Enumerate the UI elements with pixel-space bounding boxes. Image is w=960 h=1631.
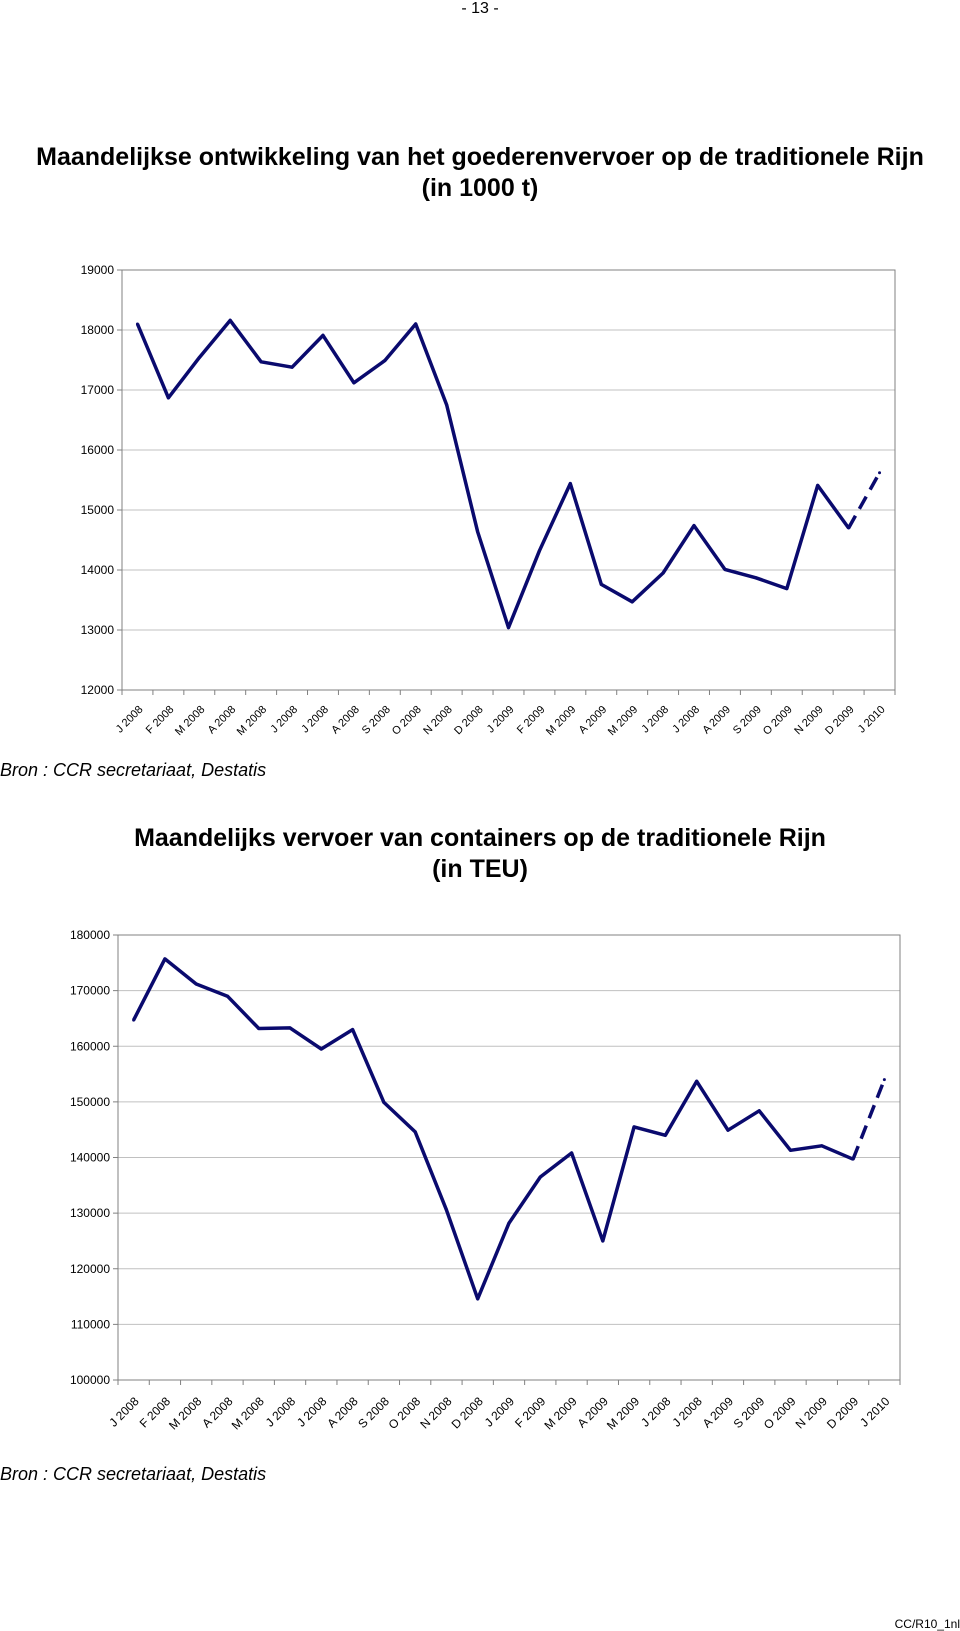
x-tick-label: J 2008	[262, 1394, 299, 1430]
x-tick-label: O 2009	[760, 703, 795, 738]
x-tick-label: N 2008	[417, 1394, 455, 1432]
x-tick-label: A 2008	[205, 703, 239, 737]
chart-1-freight-tonnage	[0, 240, 960, 760]
data-point	[132, 1019, 135, 1022]
y-tick-label: 160000	[69, 1039, 110, 1054]
data-point	[693, 524, 696, 527]
data-point	[820, 1144, 823, 1147]
x-tick-label: S 2008	[359, 703, 393, 737]
x-tick-label: J 2008	[113, 703, 146, 736]
y-tick-label: 18000	[80, 323, 114, 337]
data-point	[816, 484, 819, 487]
data-point	[631, 600, 634, 603]
x-tick-label: S 2009	[730, 703, 764, 737]
chart-1-title	[0, 142, 960, 204]
chart-1-title-line1: Maandelijkse ontwikkeling van het goederenvervoer op de traditionele Rijn	[36, 143, 924, 171]
data-point	[570, 1152, 573, 1155]
data-point	[445, 404, 448, 407]
x-tick-label: J 2008	[294, 1394, 330, 1430]
data-point	[878, 471, 881, 474]
x-tick-label: N 2009	[792, 1394, 830, 1432]
data-point	[198, 356, 201, 359]
chart-2-source: Bron : CCR secretariaat, Destatis	[0, 1464, 267, 1484]
data-point	[382, 1101, 385, 1104]
y-tick-label: 19000	[80, 263, 114, 277]
y-tick-label: 14000	[80, 563, 114, 577]
data-point	[789, 1149, 792, 1152]
y-tick-label: 110000	[70, 1317, 110, 1332]
data-point	[726, 1129, 729, 1132]
x-tick-label: J 2009	[481, 1394, 518, 1430]
x-tick-label: M 2008	[166, 1394, 205, 1433]
data-point	[257, 1027, 260, 1030]
x-tick-label: J 2008	[268, 703, 301, 736]
data-point	[569, 482, 572, 485]
x-tick-label: D 2009	[823, 703, 857, 738]
data-point	[195, 982, 198, 985]
x-tick-label: A 2008	[324, 1394, 361, 1431]
chart-2-title	[0, 823, 960, 885]
x-tick-label: J 2008	[639, 703, 672, 736]
x-tick-label: F 2008	[143, 703, 177, 737]
x-tick-label: J 2010	[855, 703, 888, 736]
y-tick-label: 17000	[80, 383, 114, 397]
data-point	[352, 381, 355, 384]
x-tick-label: O 2008	[385, 1394, 424, 1432]
data-point	[508, 1222, 511, 1225]
x-tick-label: J 2008	[670, 703, 703, 736]
y-tick-label: 12000	[80, 683, 114, 697]
data-point	[414, 1130, 417, 1133]
data-point	[291, 366, 294, 369]
x-tick-label: A 2009	[699, 1394, 737, 1431]
data-point	[507, 626, 510, 629]
x-tick-label: A 2009	[700, 703, 734, 737]
page-number: - 13 -	[461, 0, 499, 17]
data-point	[383, 359, 386, 362]
y-tick-label: 140000	[69, 1150, 110, 1165]
data-point	[226, 995, 229, 998]
data-point	[229, 319, 232, 322]
series-line-0	[138, 320, 849, 627]
x-tick-label: N 2008	[421, 703, 455, 738]
data-point	[414, 323, 417, 326]
y-tick-label: 15000	[80, 503, 114, 517]
x-tick-label: M 2008	[228, 1394, 267, 1433]
x-tick-label: J 2008	[299, 703, 332, 736]
x-tick-label: D 2008	[452, 703, 486, 738]
x-tick-label: A 2009	[576, 703, 610, 737]
y-tick-label: 16000	[80, 443, 114, 457]
x-tick-label: A 2008	[329, 703, 363, 737]
chart-2-title-line2: (in TEU)	[432, 855, 528, 883]
x-tick-label: S 2009	[730, 1394, 768, 1432]
x-tick-label: J 2008	[638, 1394, 674, 1430]
x-tick-label: J 2009	[484, 703, 517, 736]
data-point	[883, 1078, 886, 1081]
x-tick-label: M 2009	[604, 1394, 643, 1433]
x-tick-label: F 2008	[136, 1394, 174, 1431]
data-point	[351, 1028, 354, 1031]
x-tick-label: M 2009	[544, 703, 579, 739]
x-tick-label: J 2008	[669, 1394, 705, 1430]
x-tick-label: M 2008	[234, 703, 270, 739]
data-point	[754, 576, 757, 579]
chart-1-title-line2: (in 1000 t)	[421, 174, 539, 202]
x-tick-label: D 2008	[448, 1394, 486, 1432]
data-point	[445, 1208, 448, 1211]
data-point	[695, 1080, 698, 1083]
data-point	[633, 1125, 636, 1128]
data-point	[476, 530, 479, 533]
y-tick-label: 120000	[69, 1261, 110, 1276]
data-point	[289, 1026, 292, 1029]
x-tick-label: A 2008	[199, 1394, 236, 1431]
x-tick-label: J 2008	[106, 1394, 142, 1430]
chart-2-title-line1: Maandelijks vervoer van containers op de traditionele Rijn	[134, 824, 826, 852]
data-point	[852, 1158, 855, 1161]
data-point	[320, 1048, 323, 1051]
y-tick-label: 170000	[69, 983, 110, 998]
chart-2-container-teu	[0, 915, 960, 1455]
y-tick-label: 13000	[80, 623, 114, 637]
data-point	[167, 396, 170, 399]
data-point	[847, 527, 850, 530]
chart-1-source: Bron : CCR secretariaat, Destatis	[0, 760, 267, 780]
x-tick-label: M 2008	[172, 703, 208, 739]
data-point	[476, 1297, 479, 1300]
x-tick-label: M 2009	[605, 703, 641, 739]
data-point	[601, 1239, 604, 1242]
document-code: CC/R10_1nl	[894, 1617, 960, 1631]
x-tick-label: M 2009	[541, 1394, 580, 1433]
data-point	[785, 587, 788, 590]
data-point	[664, 1134, 667, 1137]
data-point	[539, 1175, 542, 1178]
x-tick-label: D 2009	[823, 1394, 862, 1432]
x-tick-label: F 2009	[512, 1394, 549, 1431]
x-tick-label: F 2009	[514, 703, 548, 737]
y-tick-label: 180000	[69, 928, 110, 942]
series-line-0	[134, 959, 854, 1299]
y-tick-label: 100000	[69, 1373, 110, 1387]
data-point	[321, 334, 324, 337]
series-line-dashed-segment	[849, 473, 880, 528]
x-tick-label: S 2008	[355, 1394, 393, 1432]
data-point	[163, 957, 166, 960]
data-point	[136, 323, 139, 326]
x-tick-label: O 2008	[389, 703, 424, 738]
x-tick-label: J 2010	[857, 1394, 893, 1430]
x-tick-label: N 2009	[792, 703, 826, 738]
series-line-dashed-segment	[853, 1080, 884, 1160]
y-tick-label: 150000	[69, 1094, 110, 1109]
y-tick-label: 130000	[69, 1206, 110, 1221]
x-tick-label: A 2009	[574, 1394, 611, 1431]
data-point	[600, 583, 603, 586]
data-point	[662, 572, 665, 575]
data-point	[538, 549, 541, 552]
data-point	[758, 1109, 761, 1112]
data-point	[723, 568, 726, 571]
x-tick-label: O 2009	[760, 1394, 799, 1432]
data-point	[260, 360, 263, 363]
